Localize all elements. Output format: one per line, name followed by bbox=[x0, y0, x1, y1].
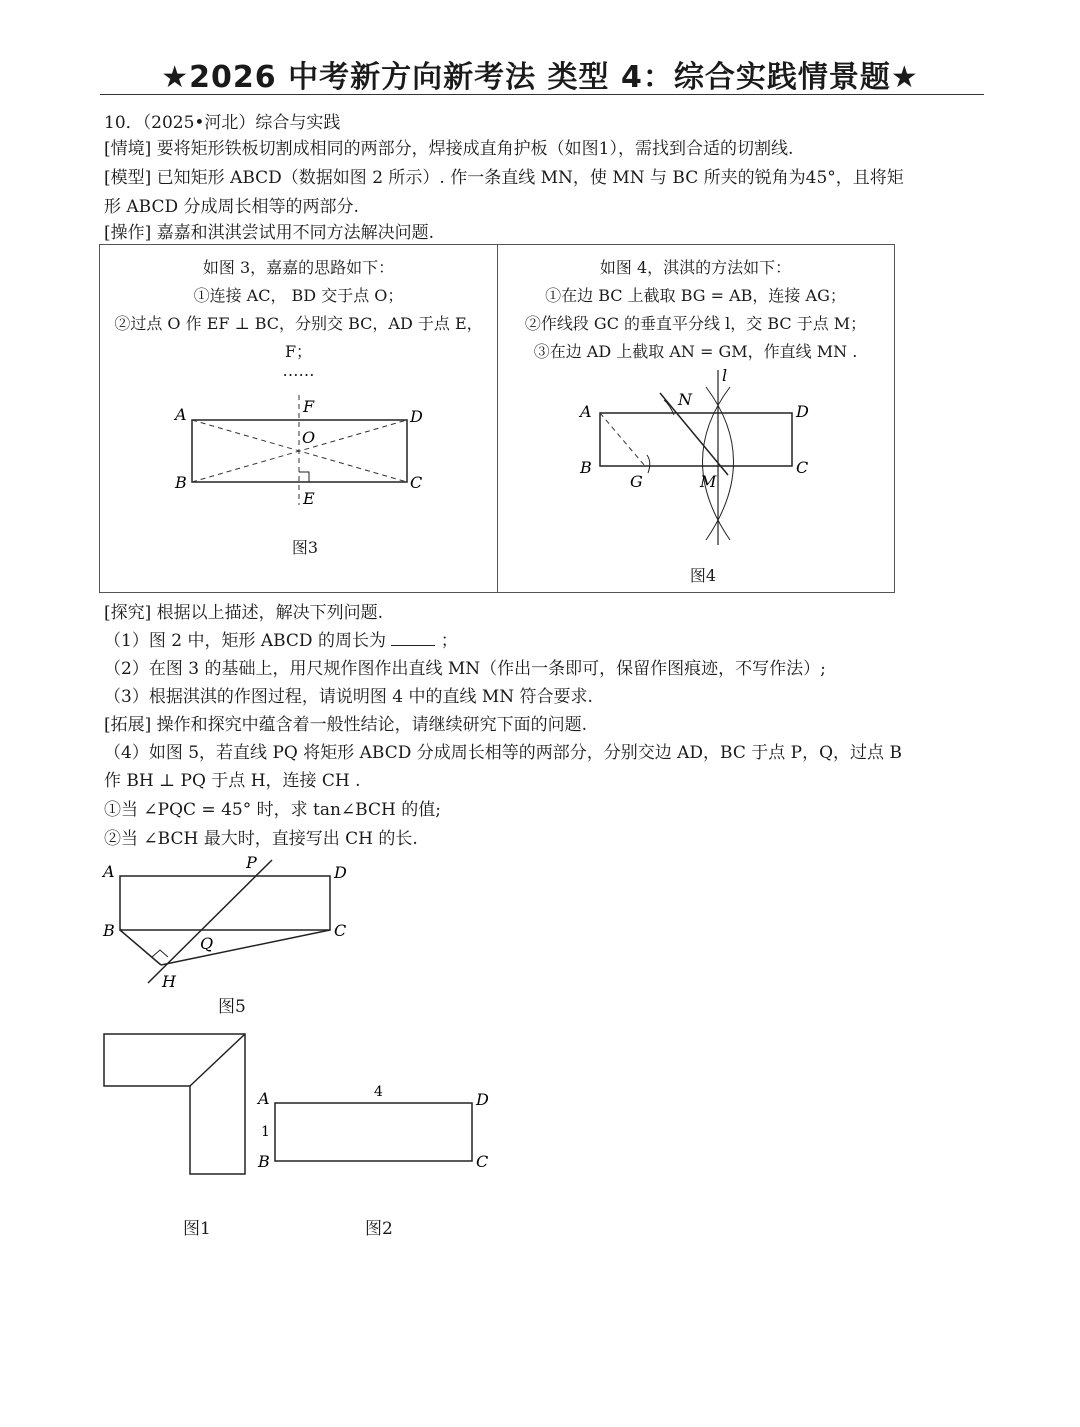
fig4-label-l: l bbox=[722, 366, 728, 385]
model-text-2: 形 ABCD 分成周长相等的两部分. bbox=[104, 197, 359, 217]
question-2: （2）在图 3 的基础上，用尺规作图作出直线 MN（作出一条即可，保留作图痕迹，不写作法）; bbox=[104, 659, 826, 679]
question-4-line2: 作 BH ⊥ PQ 于点 H，连接 CH . bbox=[104, 771, 361, 791]
fig4-caption: 图4 bbox=[689, 566, 717, 585]
operation-text: [操作] 嘉嘉和淇淇尝试用不同方法解决问题. bbox=[104, 223, 435, 243]
answer-blank bbox=[391, 631, 435, 646]
fig4-label-c: C bbox=[796, 458, 809, 477]
fig2-label-c: C bbox=[476, 1152, 489, 1171]
fig4-label-n: N bbox=[678, 390, 692, 409]
title-rule bbox=[100, 94, 984, 95]
fig5-caption: 图5 bbox=[218, 997, 246, 1017]
fig3-label-c: C bbox=[410, 473, 423, 492]
fig5-label-d: D bbox=[334, 863, 347, 882]
qiqi-step2: ②作线段 GC 的垂直平分线 l，交 BC 于点 M； bbox=[524, 314, 867, 333]
question-1-end: ； bbox=[440, 631, 458, 651]
fig5-label-c: C bbox=[334, 921, 347, 940]
fig5-label-p: P bbox=[246, 853, 257, 872]
jiajia-step1: ①连接 AC， BD 交于点 O； bbox=[193, 286, 404, 305]
fig2-height-label: 1 bbox=[261, 1124, 270, 1140]
extend-heading: [拓展] 操作和探究中蕴含着一般性结论，请继续研究下面的问题. bbox=[104, 715, 588, 735]
jiajia-ellipsis: …… bbox=[282, 361, 315, 380]
fig3-label-o: O bbox=[302, 428, 316, 447]
figure-3 bbox=[160, 390, 440, 510]
fig5-label-h: H bbox=[162, 972, 176, 991]
figure-1 bbox=[100, 1030, 250, 1178]
figure-5 bbox=[100, 850, 360, 995]
fig4-label-d: D bbox=[796, 402, 809, 421]
jiajia-step2: ②过点 O 作 EF ⊥ BC，分别交 BC，AD 于点 E， bbox=[114, 314, 483, 333]
fig3-label-a: A bbox=[175, 405, 187, 424]
figure-2 bbox=[252, 1080, 502, 1180]
question-1-text: （1）图 2 中，矩形 ABCD 的周长为 bbox=[104, 631, 386, 651]
fig4-label-a: A bbox=[580, 402, 592, 421]
problem-heading: 10．（2025•河北）综合与实践 bbox=[104, 113, 341, 133]
qiqi-step1: ①在边 BC 上截取 BG = AB，连接 AG； bbox=[545, 286, 846, 305]
question-4a: ①当 ∠PQC = 45° 时，求 tan∠BCH 的值; bbox=[104, 800, 441, 820]
jiajia-step2b: F； bbox=[284, 342, 313, 361]
fig3-caption: 图3 bbox=[291, 538, 319, 557]
page-title: ★2026 中考新方向新考法 类型 4：综合实践情景题★ bbox=[161, 60, 919, 95]
qiqi-step3: ③在边 AD 上截取 AN = GM，作直线 MN . bbox=[533, 342, 858, 361]
fig5-label-a: A bbox=[103, 862, 115, 881]
fig2-width-label: 4 bbox=[374, 1084, 383, 1100]
fig3-label-e: E bbox=[303, 489, 315, 508]
fig4-label-m: M bbox=[700, 472, 717, 491]
fig3-label-b: B bbox=[175, 473, 187, 492]
explore-heading: [探究] 根据以上描述，解决下列问题. bbox=[104, 603, 384, 623]
fig4-label-g: G bbox=[630, 472, 643, 491]
fig4-label-b: B bbox=[580, 458, 592, 477]
question-3: （3）根据淇淇的作图过程，请说明图 4 中的直线 MN 符合要求. bbox=[104, 687, 593, 707]
fig5-label-q: Q bbox=[200, 934, 214, 953]
fig5-label-b: B bbox=[103, 921, 115, 940]
model-text-1: [模型] 已知矩形 ABCD（数据如图 2 所示）. 作一条直线 MN，使 MN 与 BC 所夹的锐角为45°，且将矩 bbox=[104, 168, 904, 188]
fig2-caption: 图2 bbox=[365, 1219, 393, 1239]
question-4-line1: （4）如图 5，若直线 PQ 将矩形 ABCD 分成周长相等的两部分，分别交边 AD，BC 于点 P，Q，过点 B bbox=[104, 743, 902, 763]
fig2-label-b: B bbox=[258, 1152, 270, 1171]
jiajia-intro: 如图 3，嘉嘉的思路如下： bbox=[202, 258, 395, 277]
figure-4 bbox=[570, 365, 830, 555]
fig3-label-d: D bbox=[410, 407, 423, 426]
question-1 bbox=[104, 626, 458, 651]
fig1-caption: 图1 bbox=[183, 1219, 211, 1239]
question-4b: ②当 ∠BCH 最大时，直接写出 CH 的长. bbox=[104, 829, 418, 849]
methods-table bbox=[99, 244, 895, 593]
fig2-label-a: A bbox=[258, 1089, 270, 1108]
fig2-label-d: D bbox=[476, 1090, 489, 1109]
situation-text: [情境] 要将矩形铁板切割成相同的两部分，焊接成直角护板（如图1），需找到合适的切割线. bbox=[104, 139, 794, 159]
fig3-label-f: F bbox=[303, 397, 315, 416]
qiqi-intro: 如图 4，淇淇的方法如下： bbox=[599, 258, 792, 277]
